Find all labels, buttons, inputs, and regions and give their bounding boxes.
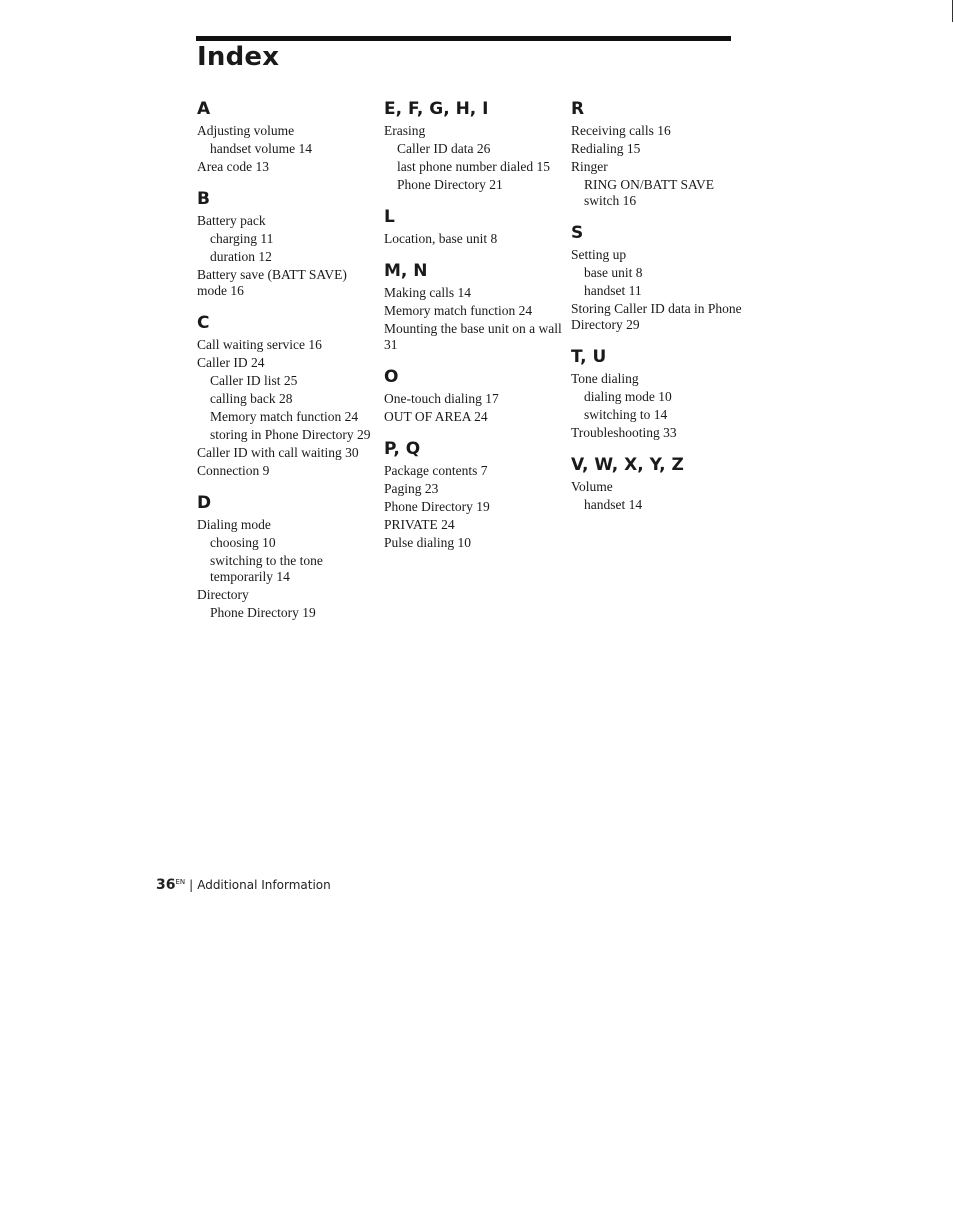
index-entry: Battery pack (197, 213, 266, 228)
section-letter: L (384, 207, 395, 227)
index-section (571, 98, 751, 209)
index-section (384, 260, 564, 353)
section-letter: A (197, 99, 211, 119)
index-entry: Call waiting service 16 (197, 337, 322, 352)
index-entry: Directory (197, 587, 249, 602)
index-section (571, 222, 751, 333)
section-letter: V, W, X, Y, Z (571, 455, 684, 475)
page-edge-mark (952, 0, 953, 22)
section-letter: B (197, 189, 210, 209)
index-subentry: Caller ID list 25 (210, 373, 298, 388)
index-entry: Troubleshooting 33 (571, 425, 677, 440)
index-entry: Location, base unit 8 (384, 231, 498, 246)
index-subentry: storing in Phone Directory 29 (210, 427, 371, 442)
index-entry: Area code 13 (197, 159, 269, 174)
index-subentry: Caller ID data 26 (397, 141, 491, 156)
index-section (197, 492, 377, 621)
footer-section: Additional Information (197, 878, 331, 892)
index-entry: Package contents 7 (384, 463, 488, 478)
index-section (384, 438, 564, 551)
index-subentry: last phone number dialed 15 (397, 159, 550, 174)
section-letter: D (197, 493, 212, 513)
index-subentry: choosing 10 (210, 535, 276, 550)
index-entry: Dialing mode (197, 517, 271, 532)
index-subentry: handset volume 14 (210, 141, 312, 156)
index-section (384, 366, 564, 425)
index-section (197, 312, 377, 479)
index-subentry: switching to the tone temporarily 14 (210, 553, 323, 584)
page-number: 36 (156, 877, 176, 893)
section-letter: S (571, 223, 584, 243)
index-column-3 (571, 98, 751, 526)
index-entry: Caller ID with call waiting 30 (197, 445, 359, 460)
index-subentry: duration 12 (210, 249, 272, 264)
index-entry: Caller ID 24 (197, 355, 265, 370)
index-section (384, 206, 564, 247)
title-rule (196, 36, 731, 41)
page-suffix: EN (175, 878, 186, 886)
index-entry: Making calls 14 (384, 285, 471, 300)
section-letter: O (384, 367, 399, 387)
index-entry: PRIVATE 24 (384, 517, 455, 532)
index-subentry: charging 11 (210, 231, 274, 246)
index-entry: Adjusting volume (197, 123, 295, 138)
index-subentry: Phone Directory 21 (397, 177, 503, 192)
index-entry: Battery save (BATT SAVE) mode 16 (197, 267, 347, 298)
index-entry: Phone Directory 19 (384, 499, 490, 514)
section-letter: M, N (384, 261, 428, 281)
index-subentry: switching to 14 (584, 407, 668, 422)
index-subentry: dialing mode 10 (584, 389, 672, 404)
index-entry: Paging 23 (384, 481, 439, 496)
index-entry: Connection 9 (197, 463, 270, 478)
index-subentry: Phone Directory 19 (210, 605, 316, 620)
index-subentry: handset 14 (584, 497, 643, 512)
index-subentry: handset 11 (584, 283, 642, 298)
index-section (197, 98, 377, 175)
page-title: Index (197, 42, 280, 72)
section-letter: C (197, 313, 210, 333)
page-footer (156, 877, 331, 893)
index-entry: Memory match function 24 (384, 303, 533, 318)
footer-separator: | (189, 878, 194, 892)
index-entry: Setting up (571, 247, 627, 262)
index-entry: Redialing 15 (571, 141, 641, 156)
index-subentry: calling back 28 (210, 391, 293, 406)
index-entry: OUT OF AREA 24 (384, 409, 488, 424)
index-section (571, 454, 751, 513)
section-letter: T, U (571, 347, 607, 367)
index-entry: Mounting the base unit on a wall 31 (384, 321, 562, 352)
index-entry: Ringer (571, 159, 608, 174)
index-section (197, 188, 377, 299)
index-entry: Tone dialing (571, 371, 639, 386)
index-entry: Storing Caller ID data in Phone Directory 29 (571, 301, 742, 332)
index-column-1 (197, 98, 377, 634)
index-entry: Pulse dialing 10 (384, 535, 471, 550)
section-letter: E, F, G, H, I (384, 99, 489, 119)
index-entry: Volume (571, 479, 613, 494)
index-section (384, 98, 564, 193)
index-entry: Receiving calls 16 (571, 123, 671, 138)
index-entry: One-touch dialing 17 (384, 391, 499, 406)
index-entry: Erasing (384, 123, 426, 138)
index-subentry: Memory match function 24 (210, 409, 359, 424)
index-subentry: base unit 8 (584, 265, 643, 280)
section-letter: R (571, 99, 585, 119)
index-column-2 (384, 98, 564, 564)
index-subentry: RING ON/BATT SAVE switch 16 (584, 177, 715, 208)
section-letter: P, Q (384, 439, 421, 459)
index-section (571, 346, 751, 441)
